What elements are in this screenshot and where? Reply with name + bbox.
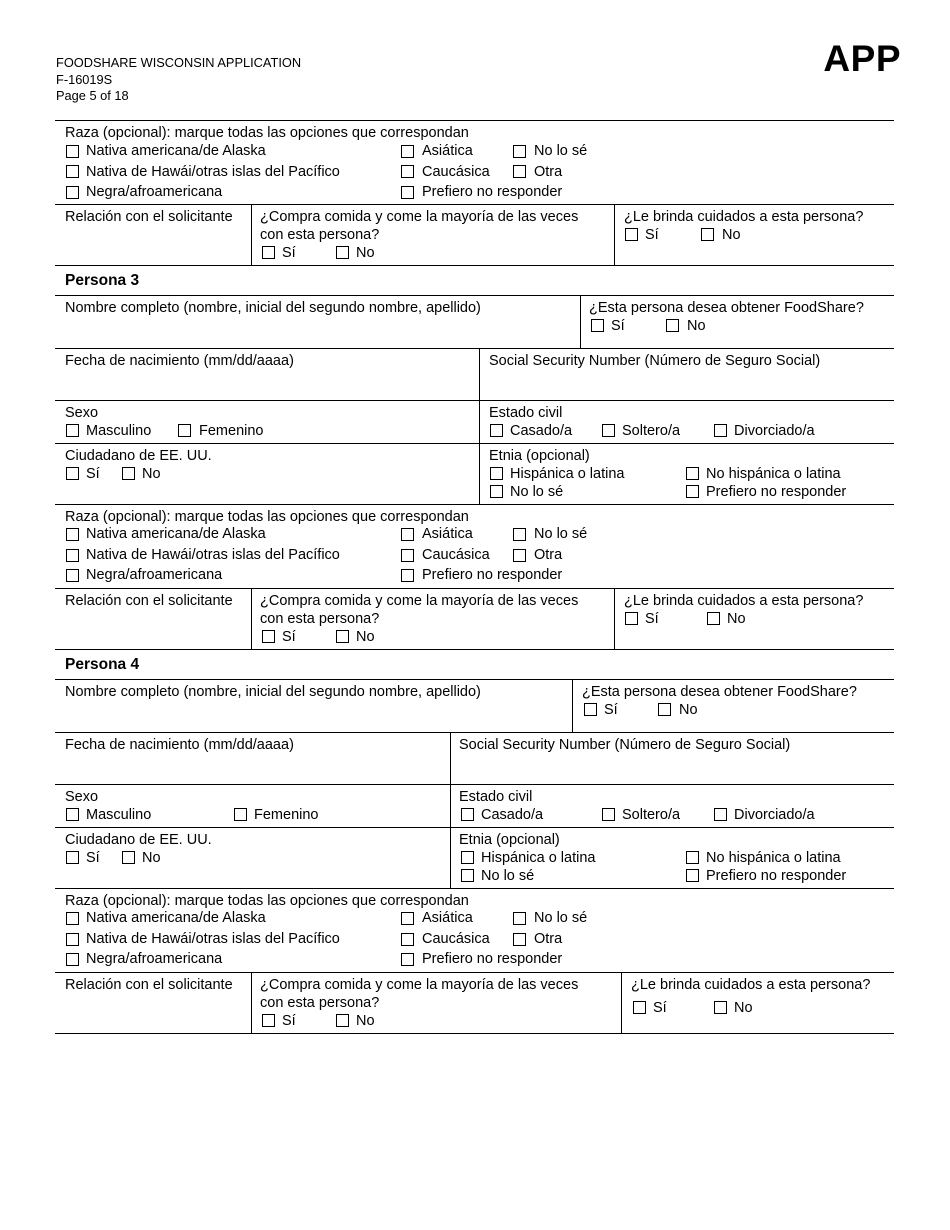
person-4-heading-row — [55, 650, 894, 680]
person-4-citizen-no-label: No — [142, 850, 161, 866]
person-3-buys-food-yes-checkbox[interactable] — [262, 630, 275, 643]
person-4-female-label: Femenino — [254, 807, 319, 823]
person-3-sex-label: Sexo — [65, 405, 99, 421]
person-4-race-native-checkbox[interactable] — [66, 912, 79, 925]
person-3-dob-label: Fecha de nacimiento (mm/dd/aaaa) — [65, 353, 294, 369]
person-3-eth-dontknow-label: No lo sé — [510, 484, 564, 500]
person-3-buys-food-yes-label: Sí — [282, 629, 296, 645]
person-3-citizen-yes-checkbox[interactable] — [66, 467, 79, 480]
person-4-race-dontknow-checkbox[interactable] — [513, 912, 526, 925]
person-4-single-label: Soltero/a — [622, 807, 681, 823]
relation-section — [55, 205, 894, 266]
person-4-race-native-label: Nativa americana/de Alaska — [86, 910, 266, 926]
person-3-marital-label: Estado civil — [489, 405, 563, 421]
form-number: F-16019S — [56, 71, 113, 87]
person-3-citizen-label: Ciudadano de EE. UU. — [65, 448, 212, 464]
person-4-relation-label: Relación con el solicitante — [65, 977, 233, 993]
person-4-care-no-checkbox[interactable] — [714, 1001, 727, 1014]
person-4-race-section — [55, 889, 894, 973]
person-4-hispanic-label: Hispánica o latina — [481, 850, 596, 866]
person-3-race-label: Raza (opcional): marque todas las opciones que correspondan — [65, 509, 469, 525]
person-4-divorced-label: Divorciado/a — [734, 807, 815, 823]
person-4-race-asian-checkbox[interactable] — [401, 912, 414, 925]
person-3-single-label: Soltero/a — [622, 423, 681, 439]
person-3-care-no-label: No — [727, 611, 746, 627]
person-3-citizen-no-checkbox[interactable] — [122, 467, 135, 480]
care-no-checkbox[interactable] — [701, 228, 714, 241]
person-3-citizen-yes-label: Sí — [86, 466, 100, 482]
person-3-buys-food-no-label: No — [356, 629, 375, 645]
person-3-foodshare-label: ¿Esta persona desea obtener FoodShare? — [589, 300, 864, 316]
race-section — [55, 120, 894, 205]
person-3-full-name-label: Nombre completo (nombre, inicial del segundo nombre, apellido) — [65, 300, 481, 316]
race-other-label: Otra — [534, 164, 563, 180]
person-3-race-dontknow-checkbox[interactable] — [513, 528, 526, 541]
race-other-checkbox[interactable] — [513, 165, 526, 178]
person-3-race-asian-label: Asiática — [422, 526, 473, 542]
person-4-race-hawaii-label: Nativa de Hawái/otras islas del Pacífico — [86, 931, 340, 947]
person-4-buys-food-label-1: ¿Compra comida y come la mayoría de las veces — [260, 977, 579, 993]
person-4-buys-food-no-checkbox[interactable] — [336, 1014, 349, 1027]
person-4-race-prefer-label: Prefiero no responder — [422, 951, 563, 967]
race-hawaii-label: Nativa de Hawái/otras islas del Pacífico — [86, 164, 340, 180]
person-3-hispanic-label: Hispánica o latina — [510, 466, 625, 482]
race-native-checkbox[interactable] — [66, 145, 79, 158]
person-4-foodshare-no-checkbox[interactable] — [658, 703, 671, 716]
person-4-single-checkbox[interactable] — [602, 808, 615, 821]
person-4-citizen-label: Ciudadano de EE. UU. — [65, 832, 212, 848]
person-3-married-checkbox[interactable] — [490, 424, 503, 437]
person-3-race-hawaii-label: Nativa de Hawái/otras islas del Pacífico — [86, 547, 340, 563]
person-4-buys-food-no-label: No — [356, 1013, 375, 1029]
person-3-non-hispanic-checkbox[interactable] — [686, 467, 699, 480]
person-4-race-other-checkbox[interactable] — [513, 933, 526, 946]
person-3-race-prefer-label: Prefiero no responder — [422, 567, 563, 583]
race-prefer-label: Prefiero no responder — [422, 184, 563, 200]
person-4-citizen-yes-label: Sí — [86, 850, 100, 866]
person-4-female-checkbox[interactable] — [234, 808, 247, 821]
race-prefer-checkbox[interactable] — [401, 186, 414, 199]
person-3-hispanic-checkbox[interactable] — [490, 467, 503, 480]
person-4-eth-dontknow-checkbox[interactable] — [461, 869, 474, 882]
person-4-citizen-no-checkbox[interactable] — [122, 851, 135, 864]
person-4-buys-food-yes-checkbox[interactable] — [262, 1014, 275, 1027]
person-4-race-dontknow-label: No lo sé — [534, 910, 588, 926]
person-4-non-hispanic-label: No hispánica o latina — [706, 850, 841, 866]
person-4-eth-prefer-label: Prefiero no responder — [706, 868, 847, 884]
buys-food-label-2: con esta persona? — [260, 227, 380, 243]
race-asian-label: Asiática — [422, 143, 473, 159]
care-no-label: No — [722, 227, 741, 243]
person-3-race-caucasian-label: Caucásica — [422, 547, 490, 563]
page-number: Page 5 of 18 — [56, 88, 129, 103]
person-3-race-other-checkbox[interactable] — [513, 549, 526, 562]
person-3-race-asian-checkbox[interactable] — [401, 528, 414, 541]
person-3-single-checkbox[interactable] — [602, 424, 615, 437]
person-3-race-other-label: Otra — [534, 547, 563, 563]
person-4-foodshare-label: ¿Esta persona desea obtener FoodShare? — [582, 684, 857, 700]
person-4-male-label: Masculino — [86, 807, 152, 823]
person-3-race-dontknow-label: No lo sé — [534, 526, 588, 542]
person-3-divorced-label: Divorciado/a — [734, 423, 815, 439]
care-yes-label: Sí — [645, 227, 659, 243]
person-4-ssn-label: Social Security Number (Número de Seguro Social) — [459, 737, 791, 753]
race-hawaii-checkbox[interactable] — [66, 165, 79, 178]
race-label: Raza (opcional): marque todas las opciones que correspondan — [65, 125, 469, 141]
person-3-divorced-checkbox[interactable] — [714, 424, 727, 437]
person-3-married-label: Casado/a — [510, 423, 573, 439]
care-yes-checkbox[interactable] — [625, 228, 638, 241]
person-3-buys-food-label-2: con esta persona? — [260, 611, 380, 627]
person-3-care-yes-label: Sí — [645, 611, 659, 627]
person-4-buys-food-yes-label: Sí — [282, 1013, 296, 1029]
person-4-full-name-label: Nombre completo (nombre, inicial del segundo nombre, apellido) — [65, 684, 481, 700]
person-4-race-caucasian-checkbox[interactable] — [401, 933, 414, 946]
person-4-divorced-checkbox[interactable] — [714, 808, 727, 821]
person-3-female-label: Femenino — [199, 423, 264, 439]
race-native-label: Nativa americana/de Alaska — [86, 143, 266, 159]
person-3-race-caucasian-checkbox[interactable] — [401, 549, 414, 562]
person-3-name-row — [55, 296, 894, 349]
person-4-race-hawaii-checkbox[interactable] — [66, 933, 79, 946]
person-3-ethnicity-label: Etnia (opcional) — [489, 448, 590, 464]
person-4-hispanic-checkbox[interactable] — [461, 851, 474, 864]
person-3-heading-row — [55, 266, 894, 296]
person-3-relation-label: Relación con el solicitante — [65, 593, 233, 609]
person-4-race-label: Raza (opcional): marque todas las opciones que correspondan — [65, 893, 469, 909]
person-4-race-asian-label: Asiática — [422, 910, 473, 926]
person-4-citizen-row — [55, 828, 894, 889]
person-4-race-black-label: Negra/afroamericana — [86, 951, 223, 967]
person-3-race-native-checkbox[interactable] — [66, 528, 79, 541]
race-dontknow-label: No lo sé — [534, 143, 588, 159]
person-3-foodshare-no-label: No — [687, 318, 706, 334]
relation-label: Relación con el solicitante — [65, 209, 233, 225]
person-4-race-caucasian-label: Caucásica — [422, 931, 490, 947]
person-4-non-hispanic-checkbox[interactable] — [686, 851, 699, 864]
care-label: ¿Le brinda cuidados a esta persona? — [624, 209, 864, 225]
person-4-married-label: Casado/a — [481, 807, 544, 823]
person-4-care-no-label: No — [734, 1000, 753, 1016]
person-3-citizen-row — [55, 444, 894, 505]
person-4-married-checkbox[interactable] — [461, 808, 474, 821]
person-4-dob-row — [55, 733, 894, 785]
person-4-ethnicity-label: Etnia (opcional) — [459, 832, 560, 848]
person-4-buys-food-label-2: con esta persona? — [260, 995, 380, 1011]
person-4-foodshare-no-label: No — [679, 702, 698, 718]
person-4-eth-prefer-checkbox[interactable] — [686, 869, 699, 882]
section-code: APP — [823, 38, 901, 79]
person-3-care-label: ¿Le brinda cuidados a esta persona? — [624, 593, 864, 609]
person-3-foodshare-yes-checkbox[interactable] — [591, 319, 604, 332]
person-3-heading: Persona 3 — [65, 272, 140, 289]
person-3-eth-dontknow-checkbox[interactable] — [490, 485, 503, 498]
person-4-foodshare-yes-label: Sí — [604, 702, 618, 718]
buys-food-yes-checkbox[interactable] — [262, 246, 275, 259]
race-black-checkbox[interactable] — [66, 186, 79, 199]
buys-food-no-checkbox[interactable] — [336, 246, 349, 259]
person-3-non-hispanic-label: No hispánica o latina — [706, 466, 841, 482]
person-3-relation-section — [55, 589, 894, 650]
person-4-heading: Persona 4 — [65, 656, 140, 673]
person-4-relation-section — [55, 973, 894, 1034]
person-3-ssn-label: Social Security Number (Número de Seguro Social) — [489, 353, 821, 369]
person-3-race-prefer-checkbox[interactable] — [401, 569, 414, 582]
person-3-eth-prefer-label: Prefiero no responder — [706, 484, 847, 500]
race-caucasian-label: Caucásica — [422, 164, 490, 180]
race-dontknow-checkbox[interactable] — [513, 145, 526, 158]
person-3-foodshare-yes-label: Sí — [611, 318, 625, 334]
person-3-race-black-label: Negra/afroamericana — [86, 567, 223, 583]
person-4-sex-row — [55, 785, 894, 828]
person-4-care-label: ¿Le brinda cuidados a esta persona? — [631, 977, 871, 993]
person-3-buys-food-label-1: ¿Compra comida y come la mayoría de las veces — [260, 593, 579, 609]
person-4-name-row — [55, 680, 894, 733]
person-3-male-checkbox[interactable] — [66, 424, 79, 437]
person-4-citizen-yes-checkbox[interactable] — [66, 851, 79, 864]
form-header — [56, 55, 301, 105]
person-4-foodshare-yes-checkbox[interactable] — [584, 703, 597, 716]
buys-food-yes-label: Sí — [282, 245, 296, 261]
form-title: FOODSHARE WISCONSIN APPLICATION — [56, 55, 302, 70]
buys-food-no-label: No — [356, 245, 375, 261]
person-3-dob-row — [55, 349, 894, 401]
person-3-race-native-label: Nativa americana/de Alaska — [86, 526, 266, 542]
person-4-eth-dontknow-label: No lo sé — [481, 868, 535, 884]
person-3-race-black-checkbox[interactable] — [66, 569, 79, 582]
person-3-female-checkbox[interactable] — [178, 424, 191, 437]
person-3-race-hawaii-checkbox[interactable] — [66, 549, 79, 562]
person-4-care-yes-label: Sí — [653, 1000, 667, 1016]
person-4-race-prefer-checkbox[interactable] — [401, 953, 414, 966]
person-3-male-label: Masculino — [86, 423, 152, 439]
person-3-buys-food-no-checkbox[interactable] — [336, 630, 349, 643]
person-4-race-other-label: Otra — [534, 931, 563, 947]
person-3-foodshare-no-checkbox[interactable] — [666, 319, 679, 332]
race-black-label: Negra/afroamericana — [86, 184, 223, 200]
person-4-race-black-checkbox[interactable] — [66, 953, 79, 966]
person-4-marital-label: Estado civil — [459, 789, 533, 805]
race-caucasian-checkbox[interactable] — [401, 165, 414, 178]
person-4-dob-label: Fecha de nacimiento (mm/dd/aaaa) — [65, 737, 294, 753]
person-4-care-yes-checkbox[interactable] — [633, 1001, 646, 1014]
person-3-care-yes-checkbox[interactable] — [625, 612, 638, 625]
person-4-male-checkbox[interactable] — [66, 808, 79, 821]
person-3-race-section — [55, 505, 894, 589]
person-3-sex-row — [55, 401, 894, 444]
buys-food-label-1: ¿Compra comida y come la mayoría de las veces — [260, 209, 579, 225]
person-4-sex-label: Sexo — [65, 789, 99, 805]
person-3-care-no-checkbox[interactable] — [707, 612, 720, 625]
person-3-eth-prefer-checkbox[interactable] — [686, 485, 699, 498]
race-asian-checkbox[interactable] — [401, 145, 414, 158]
person-3-citizen-no-label: No — [142, 466, 161, 482]
